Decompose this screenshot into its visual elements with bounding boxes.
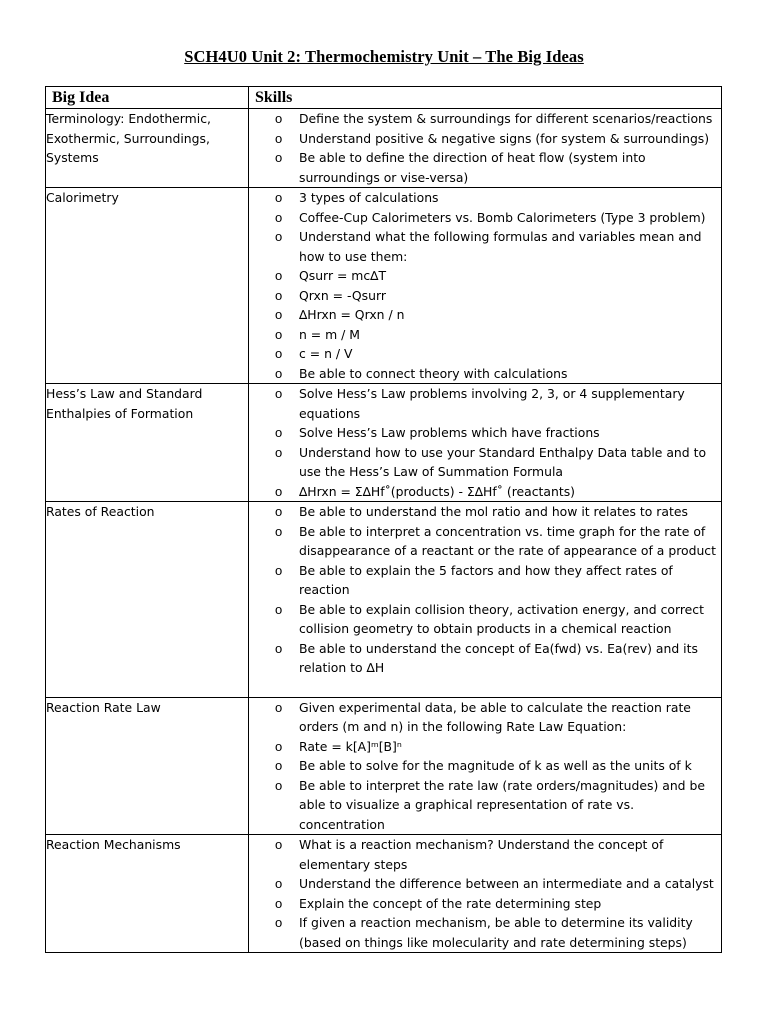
skills-cell xyxy=(249,835,722,953)
skill-item: o Be able to explain the 5 factors and how they affect rates of reaction xyxy=(249,561,721,600)
header-skills: Skills xyxy=(249,87,722,109)
skill-item: o Be able to interpret a concentration vs. time graph for the rate of disappearance of a reactant or the rate of appearance of a product xyxy=(249,522,721,561)
skill-item: o n = m / M xyxy=(249,325,721,345)
skill-item: o Given experimental data, be able to calculate the reaction rate orders (m and n) in the following Rate Law Equation: xyxy=(249,698,721,737)
skill-item: o Understand positive & negative signs (for system & surroundings) xyxy=(249,129,721,149)
big-idea-cell: Rates of Reaction xyxy=(46,502,249,698)
skill-item: o Rate = k[A]ᵐ[B]ⁿ xyxy=(249,737,721,757)
skill-item: o Understand how to use your Standard Enthalpy Data table and to use the Hess’s Law of Summation Formula xyxy=(249,443,721,482)
skill-item: o c = n / V xyxy=(249,344,721,364)
skill-item: o Be able to understand the concept of Ea(fwd) vs. Ea(rev) and its relation to ∆H xyxy=(249,639,721,678)
skills-list xyxy=(249,698,721,835)
skills-cell xyxy=(249,697,722,835)
big-idea-cell: Reaction Rate Law xyxy=(46,697,249,835)
skill-item: o Define the system & surroundings for different scenarios/reactions xyxy=(249,109,721,129)
table-row xyxy=(46,384,722,502)
table-header-row xyxy=(46,87,722,109)
skill-item: o Be able to solve for the magnitude of k as well as the units of k xyxy=(249,756,721,776)
skills-cell xyxy=(249,188,722,384)
skill-item: o Be able to define the direction of heat flow (system into surroundings or vise-versa) xyxy=(249,148,721,187)
big-idea-cell: Calorimetry xyxy=(46,188,249,384)
skill-item: o Be able to connect theory with calculations xyxy=(249,364,721,384)
skill-item: o Qsurr = mc∆T xyxy=(249,266,721,286)
skill-item: o 3 types of calculations xyxy=(249,188,721,208)
skill-item: o Solve Hess’s Law problems involving 2, 3, or 4 supplementary equations xyxy=(249,384,721,423)
skill-item: o Coffee-Cup Calorimeters vs. Bomb Calorimeters (Type 3 problem) xyxy=(249,208,721,228)
cell-spacer xyxy=(249,678,721,697)
skill-item: o Be able to explain collision theory, activation energy, and correct collision geometry to obtain products in a chemical reaction xyxy=(249,600,721,639)
skill-item: o Be able to interpret the rate law (rate orders/magnitudes) and be able to visualize a graphical representation of rate vs. concentration xyxy=(249,776,721,835)
skill-item: o ∆Hrxn = Qrxn / n xyxy=(249,305,721,325)
big-idea-cell: Terminology: Endothermic, Exothermic, Surroundings, Systems xyxy=(46,109,249,188)
skill-item: o Understand what the following formulas and variables mean and how to use them: xyxy=(249,227,721,266)
skill-item: o What is a reaction mechanism? Understand the concept of elementary steps xyxy=(249,835,721,874)
table-row xyxy=(46,835,722,953)
skills-list xyxy=(249,384,721,501)
skills-list xyxy=(249,188,721,383)
skills-list xyxy=(249,502,721,678)
skill-item: o Qrxn = -Qsurr xyxy=(249,286,721,306)
skills-cell xyxy=(249,109,722,188)
big-ideas-table xyxy=(45,86,722,953)
header-big-idea: Big Idea xyxy=(46,87,249,109)
table-row xyxy=(46,188,722,384)
table-row xyxy=(46,502,722,698)
skills-list xyxy=(249,835,721,952)
skill-item: o Solve Hess’s Law problems which have fractions xyxy=(249,423,721,443)
page-title: SCH4U0 Unit 2: Thermochemistry Unit – The Big Ideas xyxy=(184,47,584,66)
skill-item: o Be able to understand the mol ratio and how it relates to rates xyxy=(249,502,721,522)
skills-cell xyxy=(249,384,722,502)
table-row xyxy=(46,109,722,188)
skills-list xyxy=(249,109,721,187)
skill-item: o If given a reaction mechanism, be able to determine its validity (based on things like molecularity and rate determining steps) xyxy=(249,913,721,952)
big-idea-cell: Reaction Mechanisms xyxy=(46,835,249,953)
skill-item: o Explain the concept of the rate determining step xyxy=(249,894,721,914)
table-row xyxy=(46,697,722,835)
skill-item: o Understand the difference between an intermediate and a catalyst xyxy=(249,874,721,894)
skills-cell xyxy=(249,502,722,698)
big-idea-cell: Hess’s Law and Standard Enthalpies of Formation xyxy=(46,384,249,502)
skill-item: o ∆Hrxn = Σ∆Hf˚(products) - Σ∆Hf˚ (reactants) xyxy=(249,482,721,502)
